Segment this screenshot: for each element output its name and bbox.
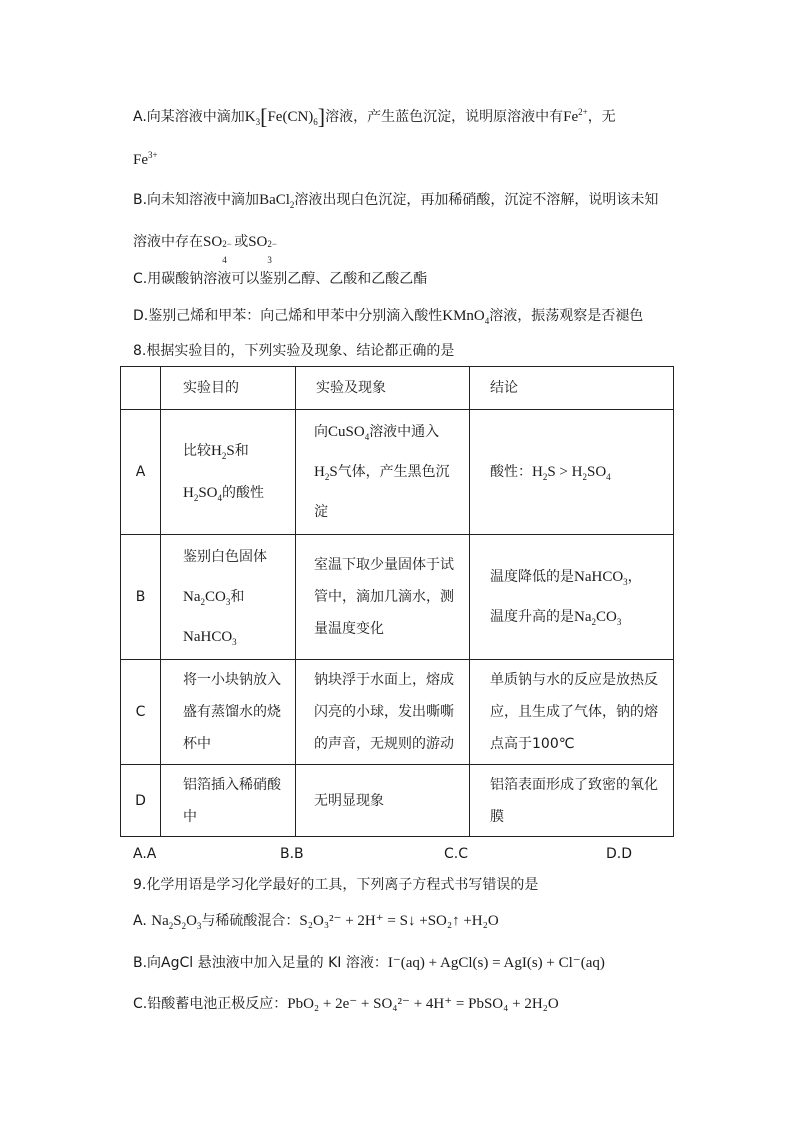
q9-a-mid: 与稀硫酸混合： <box>201 913 300 929</box>
row-c-conclusion: 单质钠与水的反应是放热反 应，且生成了气体，钠的熔 点高于100℃ <box>470 660 674 765</box>
q7-option-b-line1 <box>133 190 658 210</box>
q8-option-a[interactable]: A.A <box>133 846 157 862</box>
q7-d-suffix: 溶液，振荡观察是否褪色 <box>489 308 644 324</box>
q7-option-c <box>133 269 427 289</box>
row-a-experiment: 向CuSO$_4$溶液中通入 $H_2S$气体，产生黑色沉 淀 <box>296 410 470 535</box>
q7-option-b-line2 <box>133 232 279 265</box>
q8-experiment-table <box>120 366 674 837</box>
row-a-purpose: 比较$H_2S$和 $H_2SO_4$的酸性 <box>161 410 296 535</box>
table-header-row <box>121 367 674 410</box>
q7-b-line2: 溶液中存在 <box>133 234 203 250</box>
q9-c-equation: PbO₂ + 2e⁻ + SO₄²⁻ + 4H⁺ = PbSO₄ + 2H₂O <box>287 996 559 1012</box>
table-header-blank <box>121 367 161 410</box>
q7-a-fe2: $Fe^{2+}$ <box>563 107 588 125</box>
table-row-b <box>121 535 674 660</box>
q7-d-kmno4: KMnO$_4$ <box>442 308 490 326</box>
row-a-conclusion: 酸性：$H_2S > H_2SO_4$ <box>470 410 674 535</box>
row-b-conclusion: 温度降低的是NaHCO$_3$， 温度升高的是$Na_2CO_3$ <box>470 535 674 660</box>
q9-c-prefix: C.铅酸蓄电池正极反应： <box>133 996 288 1012</box>
row-d-conclusion: 铝箔表面形成了致密的氧化 膜 <box>470 765 674 837</box>
row-label: B <box>121 535 161 660</box>
q9-option-a <box>133 911 499 931</box>
row-b-purpose: 鉴别白色固体 $Na_2CO_3$和 NaHCO$_3$ <box>161 535 296 660</box>
q7-b-prefix: B.向未知溶液中滴加 <box>133 192 260 208</box>
table-header-conclusion: 结论 <box>470 367 674 410</box>
q7-option-d <box>133 306 643 326</box>
q7-option-a-line1 <box>133 104 616 129</box>
row-d-purpose: 铝箔插入稀硝酸 中 <box>161 765 296 837</box>
q8-stem <box>133 341 454 361</box>
q7-b-suffix: 溶液出现白色沉淀，再加稀硝酸，沉淀不溶解，说明该未知 <box>294 192 659 208</box>
q7-b-bacl2: BaCl$_2$ <box>259 192 295 210</box>
q9-stem-text: 9.化学用语是学习化学最好的工具，下列离子方程式书写错误的是 <box>133 877 539 893</box>
q9-option-b <box>133 953 605 973</box>
q9-a-prefix: A. <box>133 913 152 929</box>
table-row-d <box>121 765 674 837</box>
row-b-experiment: 室温下取少量固体于试 管中，滴加几滴水，测 量温度变化 <box>296 535 470 660</box>
q8-option-c[interactable]: C.C <box>444 846 469 862</box>
row-c-experiment: 钠块浮于水面上，熔成 闪亮的小球，发出嘶嘶 的声音，无规则的游动 <box>296 660 470 765</box>
q7-a-suffix: 溶液，产生蓝色沉淀，说明原溶液中有 <box>325 109 564 125</box>
q7-a-reagent: $K_3[Fe(CN)_6]$ <box>244 104 326 129</box>
row-label: D <box>121 765 161 837</box>
table-header-experiment: 实验及现象 <box>296 367 470 410</box>
q8-answer-options <box>133 844 633 864</box>
q8-option-b[interactable]: B.B <box>280 846 304 862</box>
q7-d-prefix: D.鉴别己烯和甲苯：向己烯和甲苯中分别滴入酸性 <box>133 308 443 324</box>
q7-b-so3: SO 2− 3 <box>248 234 277 265</box>
table-header-purpose: 实验目的 <box>161 367 296 410</box>
row-label: A <box>121 410 161 535</box>
q8-stem-text: 8.根据实验目的，下列实验及现象、结论都正确的是 <box>133 343 455 359</box>
q7-b-so4: SO 2− 4 <box>203 234 232 265</box>
q7-b-or: 或 <box>234 234 249 250</box>
row-c-purpose: 将一小块钠放入 盛有蒸馏水的烧 杯中 <box>161 660 296 765</box>
q9-a-equation: S₂O₃²⁻ + 2H⁺ = S↓ +SO₂↑ +H₂O <box>299 913 499 929</box>
q7-a-prefix: A.向某溶液中滴加 <box>133 109 245 125</box>
q7-a-fe3: $Fe^{3+}$ <box>133 150 158 168</box>
q9-b-equation: I⁻(aq) + AgCl(s) = AgI(s) + Cl⁻(aq) <box>387 955 605 971</box>
q7-c-text: C.用碳酸钠溶液可以鉴别乙醇、乙酸和乙酸乙酯 <box>133 271 428 287</box>
row-d-experiment: 无明显现象 <box>296 765 470 837</box>
q8-option-d[interactable]: D.D <box>606 846 633 862</box>
q7-option-a-line2 <box>133 150 158 170</box>
table-row-a <box>121 410 674 535</box>
q7-a-tail: ，无 <box>587 109 616 125</box>
q9-stem <box>133 875 538 895</box>
q9-b-prefix: B.向AgCl 悬浊液中加入足量的 KI 溶液： <box>133 955 388 971</box>
row-label: C <box>121 660 161 765</box>
q9-option-c <box>133 994 559 1014</box>
table-row-c <box>121 660 674 765</box>
q9-a-reagent: $Na_2S_2O_3$ <box>151 913 202 931</box>
